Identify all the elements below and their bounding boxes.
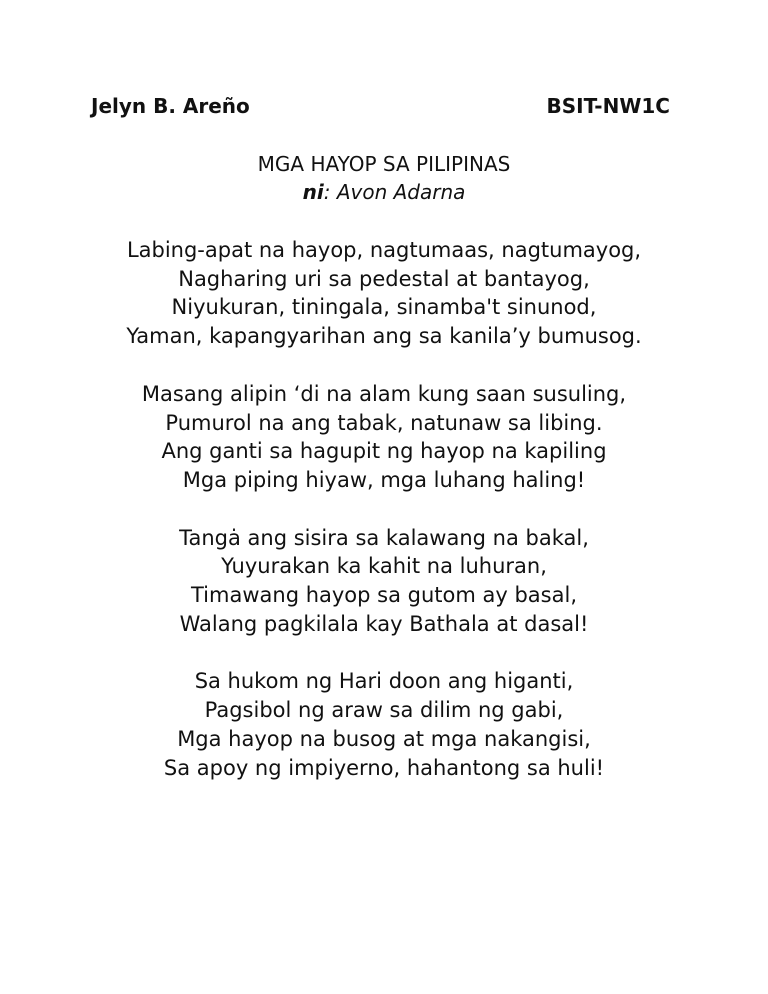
poem-line: Labing-apat na hayop, nagtumaas, nagtumayog, xyxy=(126,238,642,262)
poem-line: Pagsibol ng araw sa dilim ng gabi, xyxy=(204,698,564,723)
class-section: BSIT-NW1C xyxy=(546,94,670,118)
byline-author: Avon Adarna xyxy=(336,180,466,204)
stanza xyxy=(0,667,768,782)
poem-line: Nagharing uri sa pedestal at bantayog, xyxy=(178,266,590,291)
byline-prefix: ni xyxy=(302,180,324,204)
poem-line: Walang pagkilala kay Bathala at dasal! xyxy=(179,611,589,636)
stanza xyxy=(0,236,768,351)
stanza xyxy=(0,380,768,495)
poem-line: Tangȧ ang sisira sa kalawang na bakal, xyxy=(179,525,589,550)
poem-line: Sa hukom ng Hari doon ang higanti, xyxy=(194,669,574,694)
poem-line: Timawang hayop sa gutom ay basal, xyxy=(191,583,577,608)
stanza xyxy=(0,524,768,639)
poem-line: Sa apoy ng impiyerno, hahantong sa huli! xyxy=(163,755,605,780)
poem-title: MGA HAYOP SA PILIPINAS xyxy=(257,152,511,176)
poem-line: Mga hayop na busog at mga nakangisi, xyxy=(177,726,591,751)
poem-line: Yuyurakan ka kahit na luhuran, xyxy=(221,554,547,579)
author-name: Jelyn B. Areño xyxy=(91,94,250,118)
byline-separator: : xyxy=(323,180,337,204)
poem-line: Ang ganti sa hagupit ng hayop na kapiling xyxy=(161,439,607,464)
poem-line: Masang alipin ‘di na alam kung saan susuling, xyxy=(141,381,627,406)
poem-byline xyxy=(0,178,768,206)
poem-body xyxy=(0,236,768,811)
header-row xyxy=(91,92,670,120)
poem-line: Mga piping hiyaw, mga luhang haling! xyxy=(182,467,586,492)
poem-line: Pumurol na ang tabak, natunaw sa libing. xyxy=(165,410,603,435)
title-block xyxy=(0,150,768,206)
poem-line: Yaman, kapangyarihan ang sa kanila’y bumusog. xyxy=(126,324,642,349)
poem-line: Niyukuran, tiningala, sinamba't sinunod, xyxy=(171,295,597,320)
